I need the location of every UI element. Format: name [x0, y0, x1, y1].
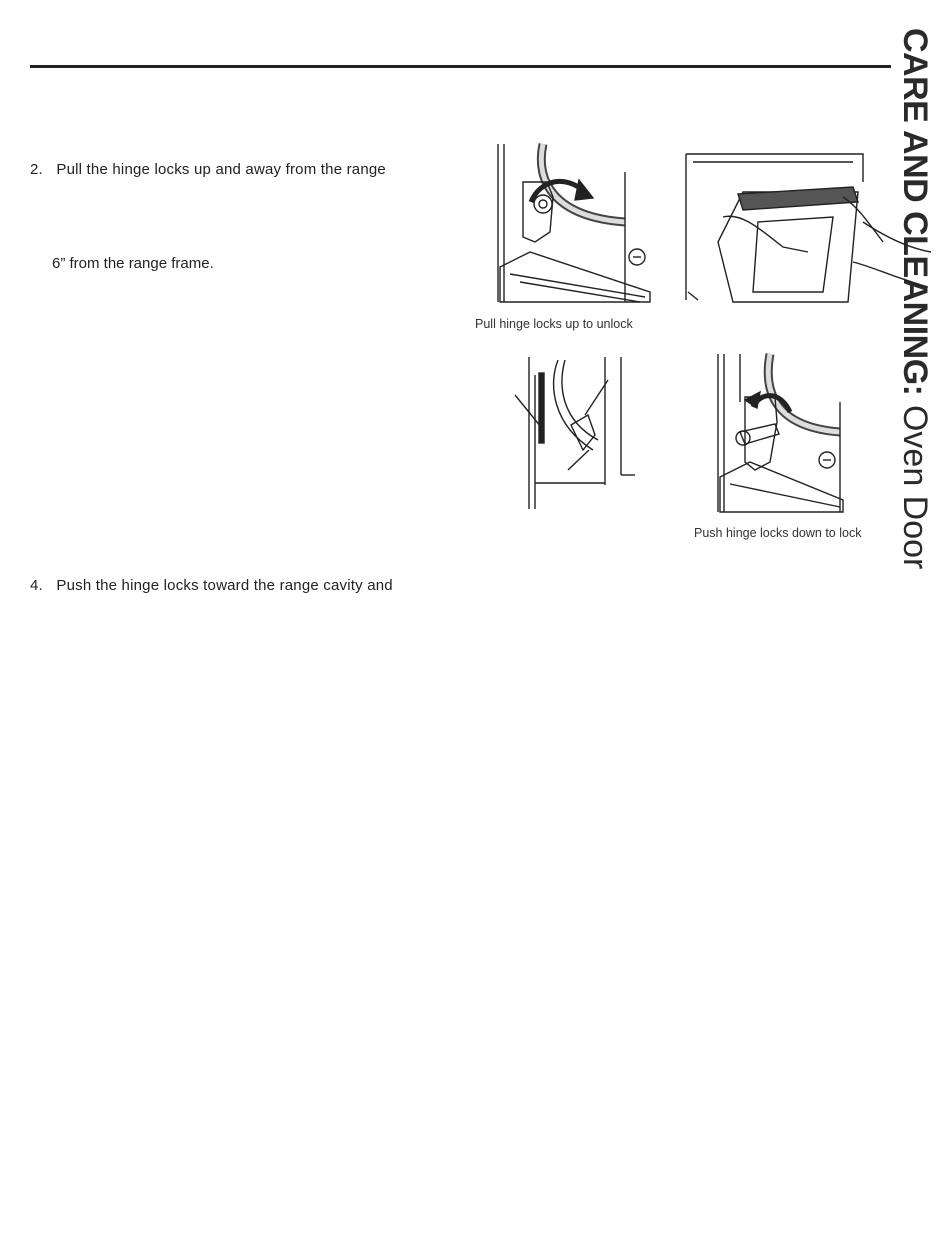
section-title-light: Oven Door — [896, 395, 934, 570]
step-4-text: Push the hinge locks toward the range cavity and — [56, 577, 393, 594]
lock-caption: Push hinge locks down to lock — [694, 526, 862, 540]
step-4-number: 4. — [30, 577, 43, 594]
hinge-unlock-illustration — [495, 142, 655, 304]
step-4 — [30, 577, 393, 594]
hinge-lock-illustration — [715, 352, 845, 514]
step-2-continuation: 6” from the range frame. — [52, 255, 214, 272]
step-2-number: 2. — [30, 161, 43, 178]
header-rule — [30, 65, 891, 68]
hinge-slot-illustration — [513, 355, 638, 511]
unlock-caption: Pull hinge locks up to unlock — [475, 317, 633, 331]
step-2-text: Pull the hinge locks up and away from the range — [56, 161, 386, 178]
door-lift-illustration — [683, 152, 933, 304]
step-2 — [30, 161, 386, 178]
section-title-bold: CARE AND CLEANING: — [896, 28, 934, 396]
